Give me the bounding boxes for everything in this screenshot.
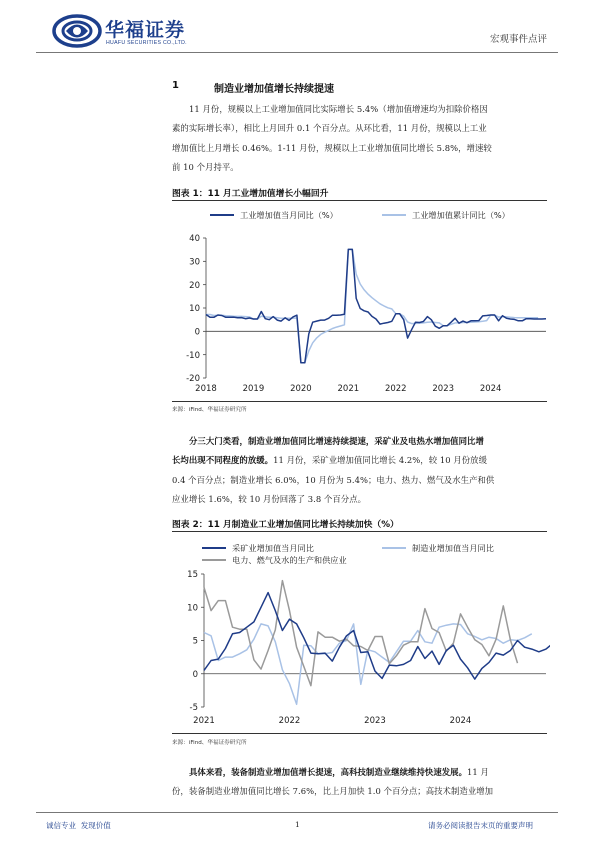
section-title: 制造业增加值增长持续提速 xyxy=(214,84,334,95)
legend-label: 工业增加值累计同比（%） xyxy=(412,210,510,220)
logo-english-name: HUAFU SECURITIES CO.,LTD. xyxy=(106,40,187,46)
para2-bold-line: 长均出现不同程度的放缓。 xyxy=(172,455,274,466)
para2-line: 应业增长 1.6%，较 10 月份回落了 3.8 个百分点。 xyxy=(172,494,367,505)
para3-line: 份，装备制造业增加值同比增长 7.6%，比上月加快 1.0 个百分点；高技术制造业增加 xyxy=(172,786,494,797)
y-tick-label: 0 xyxy=(194,327,200,338)
para2-bold-line: 分三大门类看，制造业增加值同比增速持续提速，采矿业及电热水增加值同比增 xyxy=(189,436,484,446)
series-line-1 xyxy=(204,624,532,704)
y-tick-label: -20 xyxy=(186,374,200,385)
footer-rule xyxy=(36,812,558,813)
logo-name: 华福证券 xyxy=(105,19,186,41)
figure2-title: 图表 2：11 月制造业工业增加值同比增长持续加快（%） xyxy=(172,520,399,530)
x-tick-label: 2022 xyxy=(384,384,407,394)
x-tick-label: 2024 xyxy=(479,384,502,394)
y-tick-label: 40 xyxy=(189,234,200,245)
y-tick-label: 10 xyxy=(187,603,198,614)
figure2-bottom-rule xyxy=(172,733,547,734)
legend-label: 采矿业增加值当月同比 xyxy=(232,543,314,553)
company-logo xyxy=(52,11,212,51)
para1-line: 增加值比上月增长 0.46%。1-11 月份，规模以上工业增加值同比增长 5.8%，增速较 xyxy=(172,142,492,153)
series-line-2 xyxy=(204,581,518,686)
figure2-source: 来源：iFind、华福证券研究所 xyxy=(172,740,247,746)
legend-label: 工业增加值当月同比（%） xyxy=(240,210,338,220)
paragraph-equipment xyxy=(172,763,547,802)
figure1-line-chart xyxy=(170,202,550,402)
x-tick-label: 2022 xyxy=(278,716,301,726)
legend-label: 制造业增加值当月同比 xyxy=(412,543,494,553)
x-tick-label: 2024 xyxy=(449,716,472,726)
para1-line: 素的实际增长率），相比上月回升 0.1 个百分点。从环比看，11 月份，规模以上工业 xyxy=(172,123,487,134)
figure1-bottom-rule xyxy=(172,401,547,402)
y-tick-label: 20 xyxy=(189,280,200,291)
report-type: 宏观事件点评 xyxy=(490,34,548,45)
x-tick-label: 2019 xyxy=(242,384,265,394)
figure2-line-chart xyxy=(170,533,550,733)
series-line-1 xyxy=(206,249,538,362)
x-tick-label: 2021 xyxy=(337,384,360,394)
paragraph-industrial-output xyxy=(172,100,547,178)
para3-tail: 11 月 xyxy=(467,767,489,777)
y-tick-label: -5 xyxy=(189,703,198,714)
y-tick-label: 5 xyxy=(192,636,198,647)
y-tick-label: 0 xyxy=(192,669,198,680)
footer-slogan: 诚信专业 发现价值 xyxy=(46,821,111,830)
logo-mark-icon xyxy=(52,13,102,49)
y-tick-label: 15 xyxy=(187,570,198,581)
y-tick-label: 30 xyxy=(189,257,200,268)
para2-text: 11 月份，采矿业增加值同比增长 4.2%，较 10 月份放缓 xyxy=(273,455,488,466)
figure1-source: 来源：iFind、华福证券研究所 xyxy=(172,407,247,413)
legend-label: 电力、燃气及水的生产和供应业 xyxy=(232,555,347,565)
x-tick-label: 2018 xyxy=(195,384,217,394)
para3-bold: 具体来看，装备制造业增加值增长提速，高科技制造业继续维持快速发展。 xyxy=(189,767,468,777)
figure1-title-rule xyxy=(172,200,547,201)
para1-line: 前 10 个月持平。 xyxy=(172,162,239,173)
x-tick-label: 2021 xyxy=(193,716,215,726)
x-tick-label: 2023 xyxy=(364,716,386,726)
y-tick-label: -10 xyxy=(186,350,200,361)
para1-line: 11 月份，规模以上工业增加值同比实际增长 5.4%（增加值增速均为扣除价格因 xyxy=(189,104,488,114)
footer-disclaimer: 请务必阅读报告末页的重要声明 xyxy=(428,821,533,830)
x-tick-label: 2023 xyxy=(432,384,455,394)
paragraph-sectors xyxy=(172,432,547,510)
section-number: 1 xyxy=(172,80,179,91)
series-line-0 xyxy=(206,249,546,362)
para2-line: 0.4 个百分点；制造业增长 6.0%，10 月份为 5.4%；电力、热力、燃气及水生产和供 xyxy=(172,474,495,485)
figure1-title: 图表 1：11 月工业增加值增长小幅回升 xyxy=(172,189,329,199)
figure2-title-rule xyxy=(172,531,547,532)
header-rule xyxy=(36,52,558,53)
page-number: 1 xyxy=(295,820,300,829)
x-tick-label: 2020 xyxy=(290,384,312,394)
y-tick-label: 10 xyxy=(189,304,200,315)
